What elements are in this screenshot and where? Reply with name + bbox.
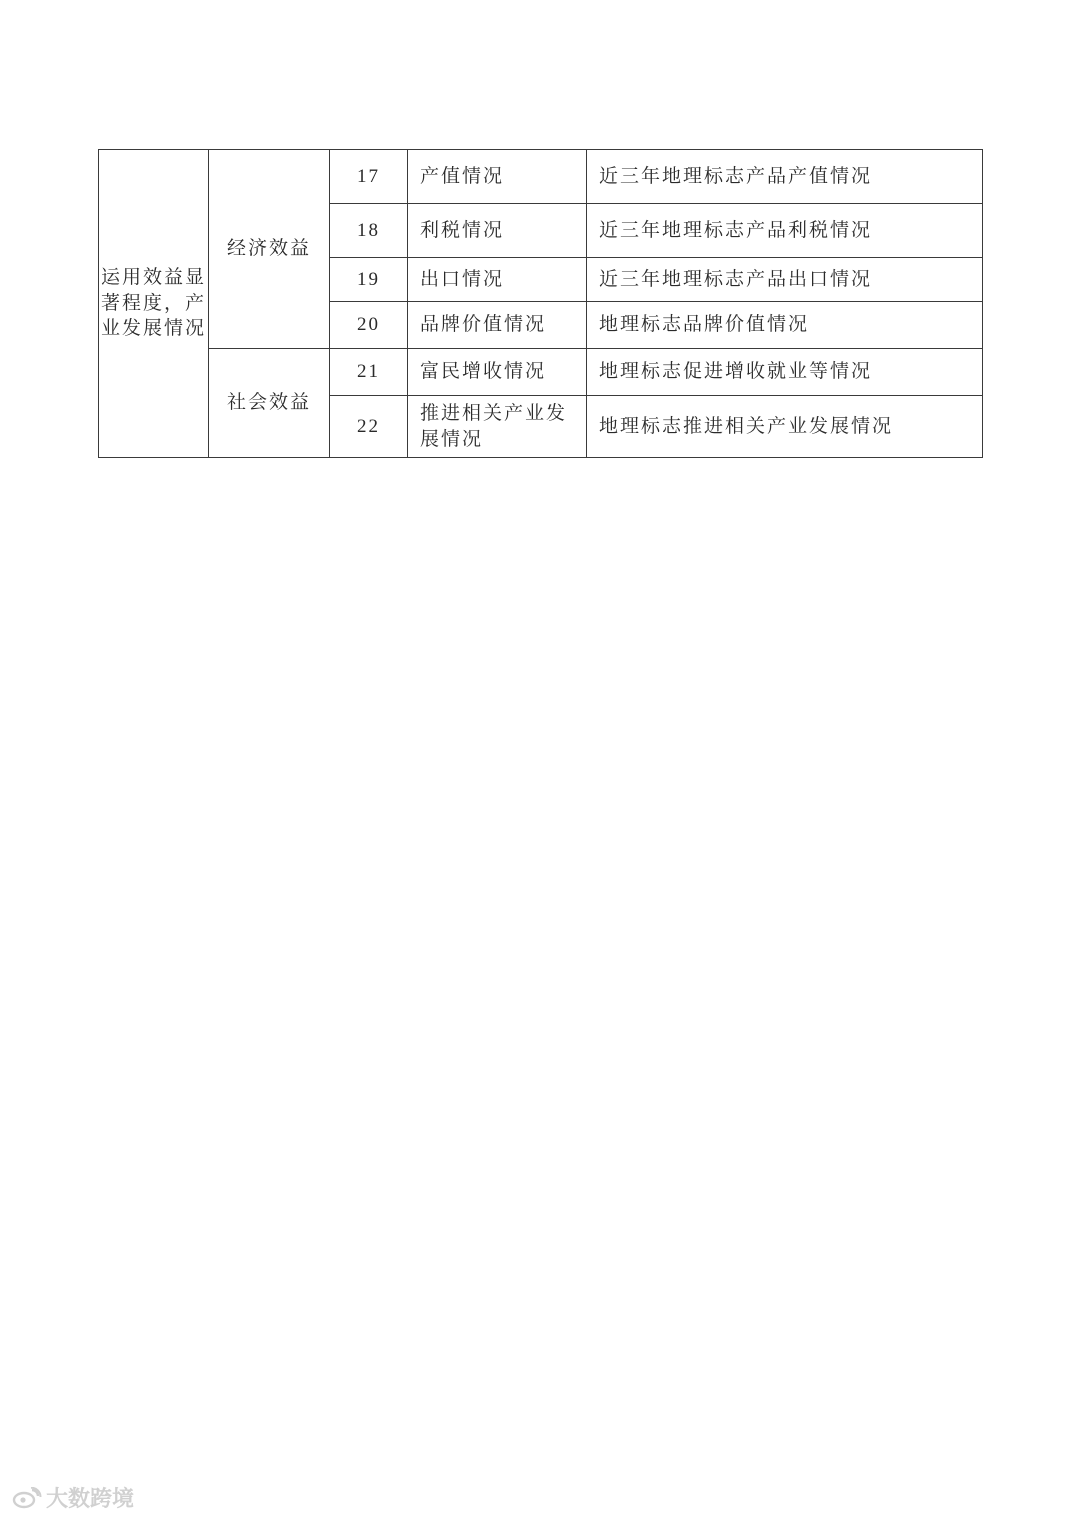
- row-number: 19: [330, 258, 408, 302]
- row-description: 近三年地理标志产品利税情况: [587, 204, 983, 258]
- table-row: [99, 150, 983, 204]
- evaluation-table: [98, 149, 983, 458]
- watermark: [12, 1482, 134, 1513]
- row-description: 近三年地理标志产品出口情况: [587, 258, 983, 302]
- row-description: 地理标志品牌价值情况: [587, 302, 983, 349]
- group-economic-cell: 经济效益: [209, 150, 330, 349]
- row-item: 品牌价值情况: [408, 302, 587, 349]
- row-description: 地理标志推进相关产业发展情况: [587, 396, 983, 458]
- primary-category-cell: 运用效益显著程度，产业发展情况: [99, 150, 209, 458]
- row-number: 21: [330, 349, 408, 396]
- group-social-cell: 社会效益: [209, 349, 330, 458]
- row-description: 近三年地理标志产品产值情况: [587, 150, 983, 204]
- row-item: 产值情况: [408, 150, 587, 204]
- table-row: [99, 349, 983, 396]
- row-number: 18: [330, 204, 408, 258]
- weibo-logo-icon: [12, 1487, 42, 1509]
- row-item: 富民增收情况: [408, 349, 587, 396]
- row-item: 出口情况: [408, 258, 587, 302]
- watermark-text: 大数跨境: [46, 1487, 135, 1512]
- row-number: 17: [330, 150, 408, 204]
- row-item: 推进相关产业发展情况: [408, 396, 587, 458]
- row-number: 22: [330, 396, 408, 458]
- row-number: 20: [330, 302, 408, 349]
- row-description: 地理标志促进增收就业等情况: [587, 349, 983, 396]
- row-item: 利税情况: [408, 204, 587, 258]
